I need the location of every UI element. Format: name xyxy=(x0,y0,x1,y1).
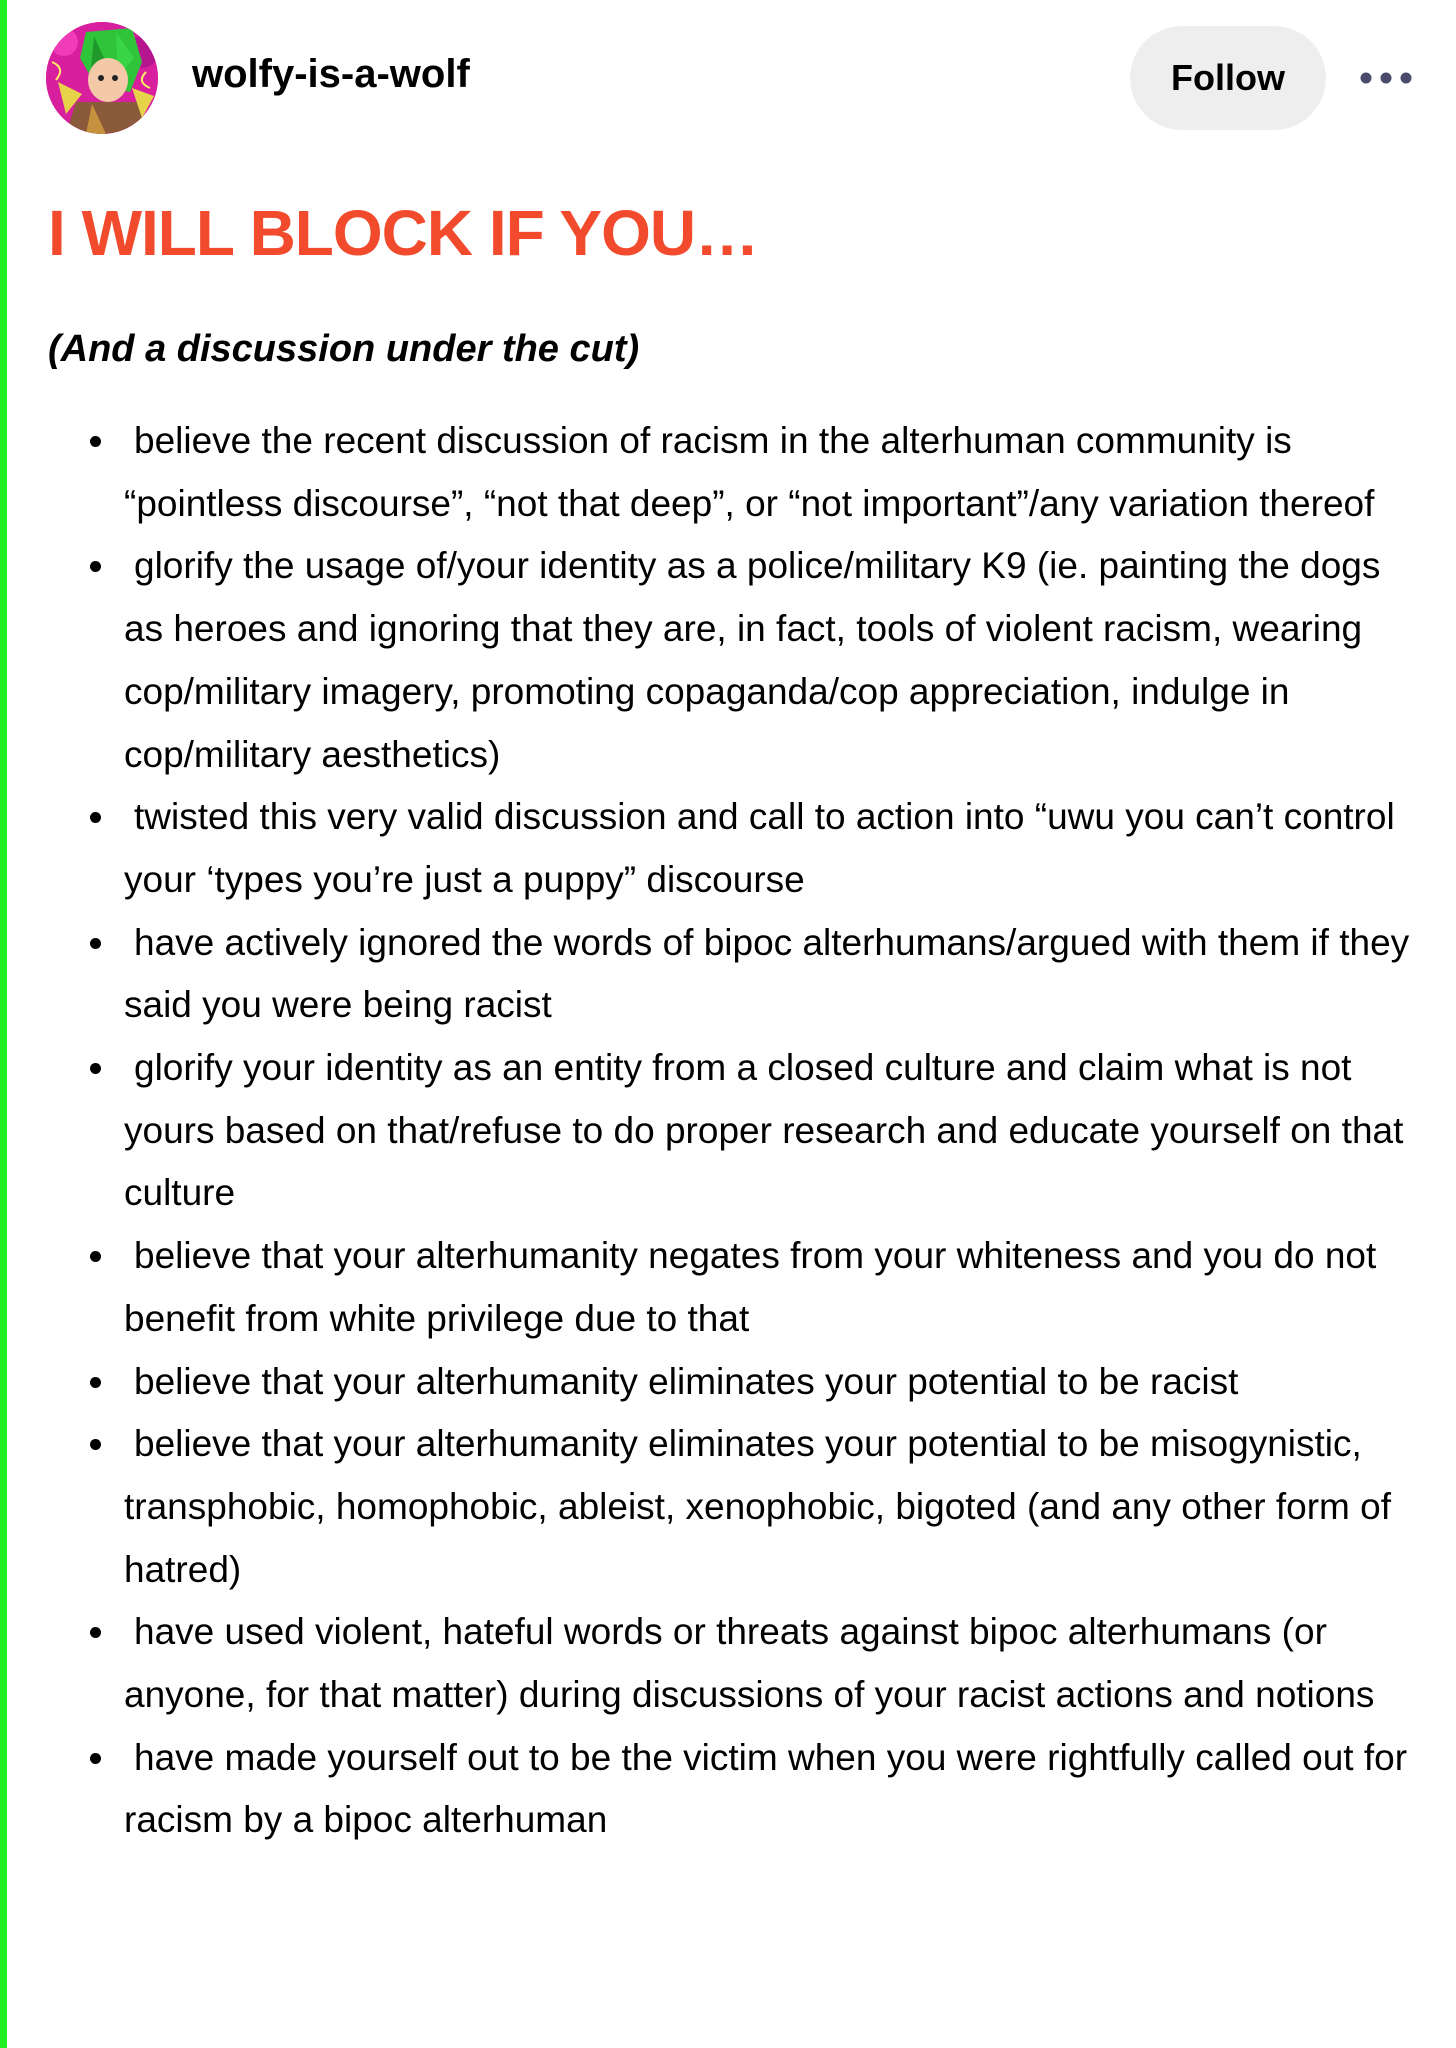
bullet-dot-icon xyxy=(90,1377,101,1388)
bullet-dot-icon xyxy=(90,1251,101,1262)
list-item-text: have made yourself out to be the victim when you were rightfully called out for racism by a bipoc alterhuman xyxy=(124,1736,1408,1841)
list-item xyxy=(124,1351,1414,1414)
bullet-dot-icon xyxy=(90,1063,101,1074)
list-item-text: believe that your alterhumanity eliminates your potential to be misogynistic, transphobic, homophobic, ableist, xenophobic, bigoted (and any other form of hatred) xyxy=(124,1423,1392,1590)
bullet-dot-icon xyxy=(90,938,101,949)
bullet-dot-icon xyxy=(90,1627,101,1638)
avatar-image xyxy=(46,22,158,134)
bullet-dot-icon xyxy=(90,561,101,572)
more-options-button[interactable] xyxy=(1356,60,1416,96)
bullet-dot-icon xyxy=(90,1753,101,1764)
bullet-dot-icon xyxy=(90,436,101,447)
list-item-text: believe the recent discussion of racism in the alterhuman community is “pointless discourse”, “not that deep”, or “not important”/any variation thereof xyxy=(124,420,1375,524)
list-item xyxy=(124,912,1414,1037)
list-item xyxy=(124,1225,1414,1350)
post-subtitle: (And a discussion under the cut) xyxy=(48,328,640,370)
left-accent-bar xyxy=(0,0,7,2048)
list-item xyxy=(124,410,1414,535)
list-item xyxy=(124,786,1414,911)
list-item xyxy=(124,535,1414,786)
list-item xyxy=(124,1601,1414,1726)
list-item-text: have used violent, hateful words or threats against bipoc alterhumans (or anyone, for that matter) during discussions of your racist actions and notions xyxy=(124,1611,1375,1716)
bullet-dot-icon xyxy=(90,1439,101,1450)
list-item-text: twisted this very valid discussion and call to action into “uwu you can’t control your ‘types you’re just a puppy” discourse xyxy=(124,796,1395,900)
list-item xyxy=(124,1727,1414,1852)
list-item-text: believe that your alterhumanity negates from your whiteness and you do not benefit from white privilege due to that xyxy=(124,1235,1377,1339)
post-header xyxy=(0,0,1456,160)
list-item-text: glorify your identity as an entity from a closed culture and claim what is not yours based on that/refuse to do proper research and educate yourself on that culture xyxy=(124,1047,1404,1214)
post-title: I WILL BLOCK IF YOU… xyxy=(48,197,759,269)
block-list xyxy=(124,410,1414,1852)
bullet-dot-icon xyxy=(90,812,101,823)
list-item-text: glorify the usage of/your identity as a police/military K9 (ie. painting the dogs as heroes and ignoring that they are, in fact, tools of violent racism, wearing cop/military imagery, promoting copaganda/cop appreciation, indulge in cop/military aesthetics) xyxy=(124,545,1381,775)
list-item-text: have actively ignored the words of bipoc alterhumans/argued with them if they said you were being racist xyxy=(124,921,1410,1026)
more-options-icon xyxy=(1356,60,1416,96)
avatar[interactable] xyxy=(46,22,158,134)
list-item-text: believe that your alterhumanity eliminates your potential to be racist xyxy=(134,1360,1239,1402)
blog-name-link[interactable]: wolfy-is-a-wolf xyxy=(192,52,470,96)
follow-button[interactable]: Follow xyxy=(1130,26,1326,130)
list-item xyxy=(124,1037,1414,1225)
list-item xyxy=(124,1413,1414,1601)
